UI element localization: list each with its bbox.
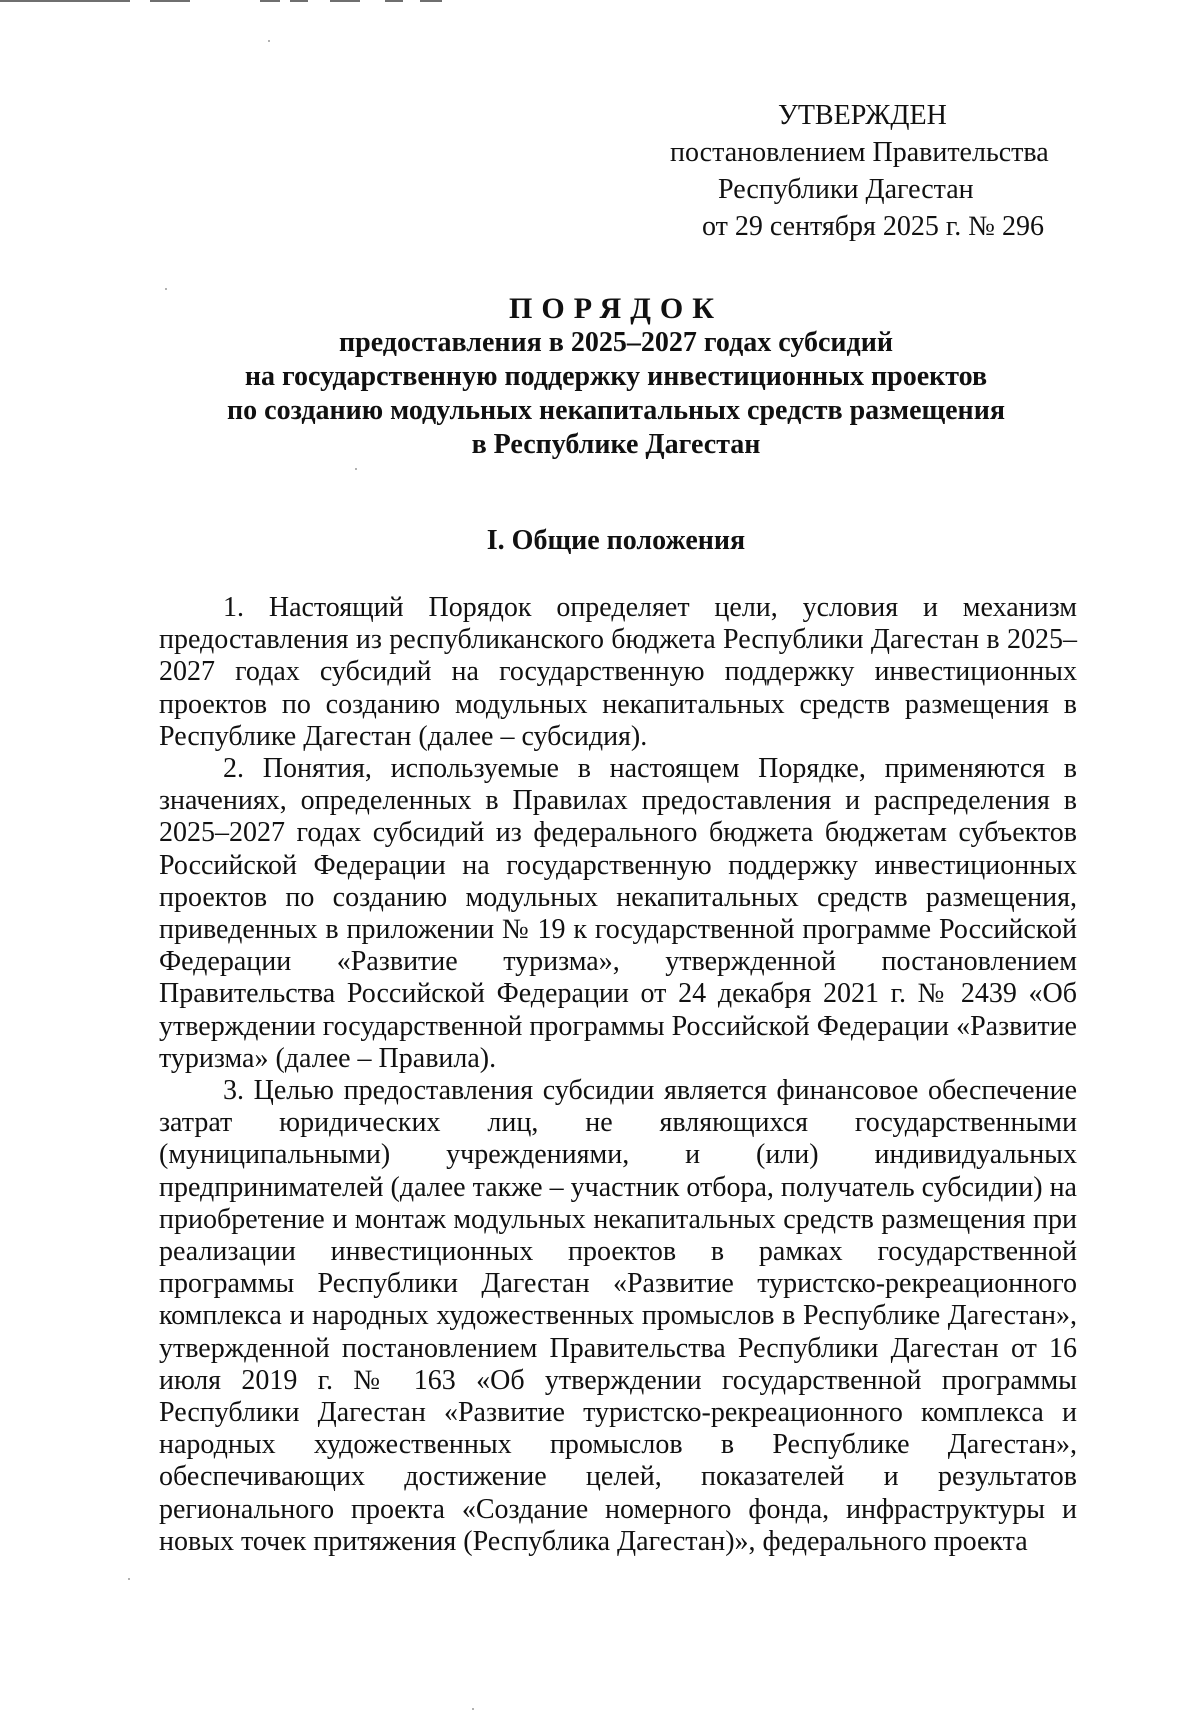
approval-date-number: от 29 сентября 2025 г. № 296 xyxy=(702,211,1044,242)
document-subtitle-line-1: предоставления в 2025–2027 годах субсидий xyxy=(339,327,893,358)
paragraph-1: 1. Настоящий Порядок определяет цели, условия и механизм предоставления из республиканского бюджета Республики Дагестан в 2025–2027 годах субсидий на государственную поддержку инвестиционных проектов по созданию модульных некапитальных средств размещения в Республике Дагестан (далее – субсидия). xyxy=(159,592,1077,752)
scan-speck xyxy=(268,40,270,42)
document-title: ПОРЯДОК xyxy=(509,292,723,325)
document-subtitle-line-4: в Республике Дагестан xyxy=(471,429,761,460)
document-title-block xyxy=(160,292,1072,462)
paragraph-2: 2. Понятия, используемые в настоящем Порядке, применяются в значениях, определенных в Правилах предоставления и распределения в 2025–2027 годах субсидий из федерального бюджета бюджетам субъектов Российской Федерации на государственную поддержку инвестиционных проектов по созданию модульных некапитальных средств размещения, приведенных в приложении № 19 к государственной программе Российской Федерации «Развитие туризма», утвержденной постановлением Правительства Российской Федерации от 24 декабря 2021 г. № 2439 «Об утверждении государственной программы Российской Федерации «Развитие туризма» (далее – Правила). xyxy=(159,753,1077,1074)
scan-speck xyxy=(128,1578,130,1580)
approval-status: УТВЕРЖДЕН xyxy=(778,100,947,131)
approval-authority: постановлением Правительства xyxy=(670,137,1049,168)
scan-edge-artifact xyxy=(0,0,1200,6)
scan-speck xyxy=(355,468,357,470)
document-body xyxy=(159,592,1077,1558)
scan-speck xyxy=(472,1708,474,1710)
document-subtitle-line-2: на государственную поддержку инвестиционных проектов xyxy=(244,361,988,392)
scan-speck xyxy=(165,288,167,290)
approval-region: Республики Дагестан xyxy=(718,174,974,205)
section-heading: I. Общие положения xyxy=(486,525,746,556)
approval-stamp xyxy=(650,97,1080,245)
document-subtitle-line-3: по созданию модульных некапитальных средств размещения xyxy=(227,395,1005,426)
paragraph-3: 3. Целью предоставления субсидии является финансовое обеспечение затрат юридических лиц, не являющихся государственными (муниципальными) учреждениями, и (или) индивидуальных предпринимателей (далее также – участник отбора, получатель субсидии) на приобретение и монтаж модульных некапитальных средств размещения при реализации инвестиционных проектов в рамках государственной программы Республики Дагестан «Развитие туристско-рекреационного комплекса и народных художественных промыслов в Республике Дагестан», утвержденной постановлением Правительства Республики Дагестан от 16 июля 2019 г. № 163 «Об утверждении государственной программы Республики Дагестан «Развитие туристско-рекреационного комплекса и народных художественных промыслов в Республике Дагестан», обеспечивающих достижение целей, показателей и результатов регионального проекта «Создание номерного фонда, инфраструктуры и новых точек притяжения (Республика Дагестан)», федерального проекта xyxy=(159,1075,1077,1557)
